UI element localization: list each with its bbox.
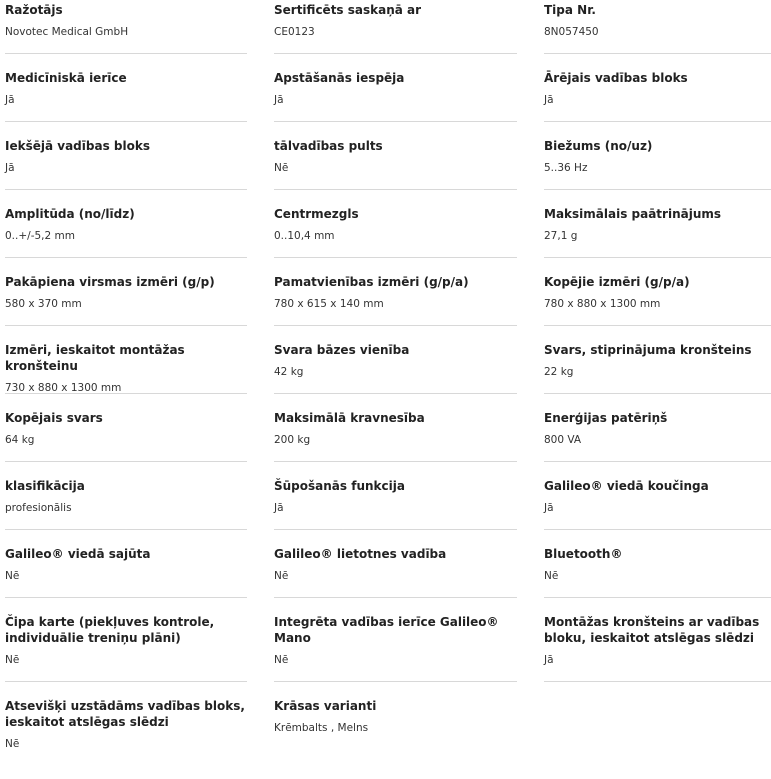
spec-item-swing-function [274, 476, 517, 530]
spec-label: Svara bāzes vienība [274, 343, 410, 357]
spec-item-bluetooth [544, 544, 771, 598]
spec-item-base-unit-weight [274, 340, 517, 394]
spec-value: 730 x 880 x 1300 mm [5, 382, 122, 394]
spec-label: Montāžas kronšteins ar vadības bloku, ieskaitot atslēgas slēdzi [544, 615, 760, 645]
spec-item-base-unit-dimensions [274, 272, 517, 326]
spec-label: Medicīniskā ierīce [5, 71, 127, 85]
spec-label: Tipa Nr. [544, 3, 596, 17]
spec-value: Novotec Medical GmbH [5, 26, 129, 38]
spec-value: 580 x 370 mm [5, 298, 82, 310]
spec-label: Iekšējā vadības bloks [5, 139, 150, 153]
spec-value: 780 x 880 x 1300 mm [544, 298, 661, 310]
spec-item-step-surface-dimensions [5, 272, 247, 326]
specifications-grid [5, 0, 771, 779]
spec-label: Enerģijas patēriņš [544, 411, 668, 425]
spec-label: Šūpošanās funkcija [274, 479, 405, 493]
spec-value: 0..+/-5,2 mm [5, 230, 75, 242]
spec-item-bracket-weight [544, 340, 771, 394]
spec-value: Jā [5, 94, 15, 106]
spec-label: tālvadības pults [274, 139, 383, 153]
spec-label: Galileo® lietotnes vadība [274, 547, 447, 561]
spec-item-separate-control-unit [5, 696, 247, 765]
spec-item-power-consumption [544, 408, 771, 462]
spec-value: profesionālis [5, 502, 72, 514]
spec-label: klasifikācija [5, 479, 85, 493]
spec-value: 0..10,4 mm [274, 230, 335, 242]
spec-label: Bluetooth® [544, 547, 623, 561]
spec-label: Krāsas varianti [274, 699, 377, 713]
spec-label: Ārējais vadības bloks [544, 71, 688, 85]
spec-item-manufacturer [5, 0, 247, 54]
spec-item-mounting-bracket [544, 612, 771, 682]
spec-item-dimensions-with-bracket [5, 340, 247, 394]
spec-value: Nē [274, 162, 289, 174]
spec-item-smart-coaching [544, 476, 771, 530]
spec-item-classification [5, 476, 247, 530]
spec-value: 8N057450 [544, 26, 599, 38]
spec-label: Biežums (no/uz) [544, 139, 653, 153]
spec-value: Nē [5, 738, 20, 750]
spec-label: Kopējie izmēri (g/p/a) [544, 275, 690, 289]
spec-value: Nē [274, 570, 289, 582]
spec-label: Centrmezgls [274, 207, 359, 221]
spec-item-color-variants [274, 696, 517, 765]
spec-label: Pamatvienības izmēri (g/p/a) [274, 275, 469, 289]
spec-label: Maksimālais paātrinājums [544, 207, 722, 221]
spec-label: Galileo® viedā koučinga [544, 479, 709, 493]
spec-value: 27,1 g [544, 230, 578, 242]
spec-value: 22 kg [544, 366, 574, 378]
spec-label: Sertificēts saskaņā ar [274, 3, 422, 17]
spec-item-remote-control [274, 136, 517, 190]
spec-item-frequency [544, 136, 771, 190]
spec-item-max-load [274, 408, 517, 462]
spec-item-total-dimensions [544, 272, 771, 326]
spec-item-app-control [274, 544, 517, 598]
spec-value: Nē [5, 570, 20, 582]
spec-value: Jā [544, 654, 554, 666]
spec-label: Svars, stiprinājuma kronšteins [544, 343, 752, 357]
spec-value: Jā [544, 502, 554, 514]
spec-item-certified [274, 0, 517, 54]
spec-value: Nē [274, 654, 289, 666]
spec-value: 5..36 Hz [544, 162, 588, 174]
spec-label: Izmēri, ieskaitot montāžas kronšteinu [5, 343, 185, 373]
spec-label: Apstāšanās iespēja [274, 71, 405, 85]
spec-value: CE0123 [274, 26, 315, 38]
spec-value: 780 x 615 x 140 mm [274, 298, 384, 310]
spec-label: Atsevišķi uzstādāms vadības bloks, ieskaitot atslēgas slēdzi [5, 699, 245, 729]
spec-value: 42 kg [274, 366, 304, 378]
spec-value: Nē [5, 654, 20, 666]
spec-label: Maksimālā kravnesība [274, 411, 425, 425]
spec-label: Galileo® viedā sajūta [5, 547, 151, 561]
spec-label: Integrēta vadības ierīce Galileo® Mano [274, 615, 499, 645]
spec-value: Jā [5, 162, 15, 174]
spec-value: Jā [544, 94, 554, 106]
spec-value: 200 kg [274, 434, 311, 446]
spec-item-total-weight [5, 408, 247, 462]
spec-label: Kopējais svars [5, 411, 103, 425]
spec-item-medical-device [5, 68, 247, 122]
spec-label: Pakāpiena virsmas izmēri (g/p) [5, 275, 215, 289]
spec-item-chip-card [5, 612, 247, 682]
spec-item-external-control-unit [544, 68, 771, 122]
spec-value: Jā [274, 94, 284, 106]
spec-label: Čipa karte (piekļuves kontrole, individuālie treniņu plāni) [5, 615, 215, 645]
spec-item-internal-control-unit [5, 136, 247, 190]
spec-value: Krēmbalts , Melns [274, 722, 369, 734]
spec-label: Amplitūda (no/līdz) [5, 207, 135, 221]
spec-item-hub [274, 204, 517, 258]
spec-value: 64 kg [5, 434, 35, 446]
spec-item-integrated-control [274, 612, 517, 682]
spec-item-amplitude [5, 204, 247, 258]
spec-value: Nē [544, 570, 559, 582]
spec-item-stop-option [274, 68, 517, 122]
spec-value: Jā [274, 502, 284, 514]
spec-item-smart-feel [5, 544, 247, 598]
spec-value: 800 VA [544, 434, 582, 446]
spec-item-max-acceleration [544, 204, 771, 258]
spec-label: Ražotājs [5, 3, 63, 17]
spec-item-type-number [544, 0, 771, 54]
